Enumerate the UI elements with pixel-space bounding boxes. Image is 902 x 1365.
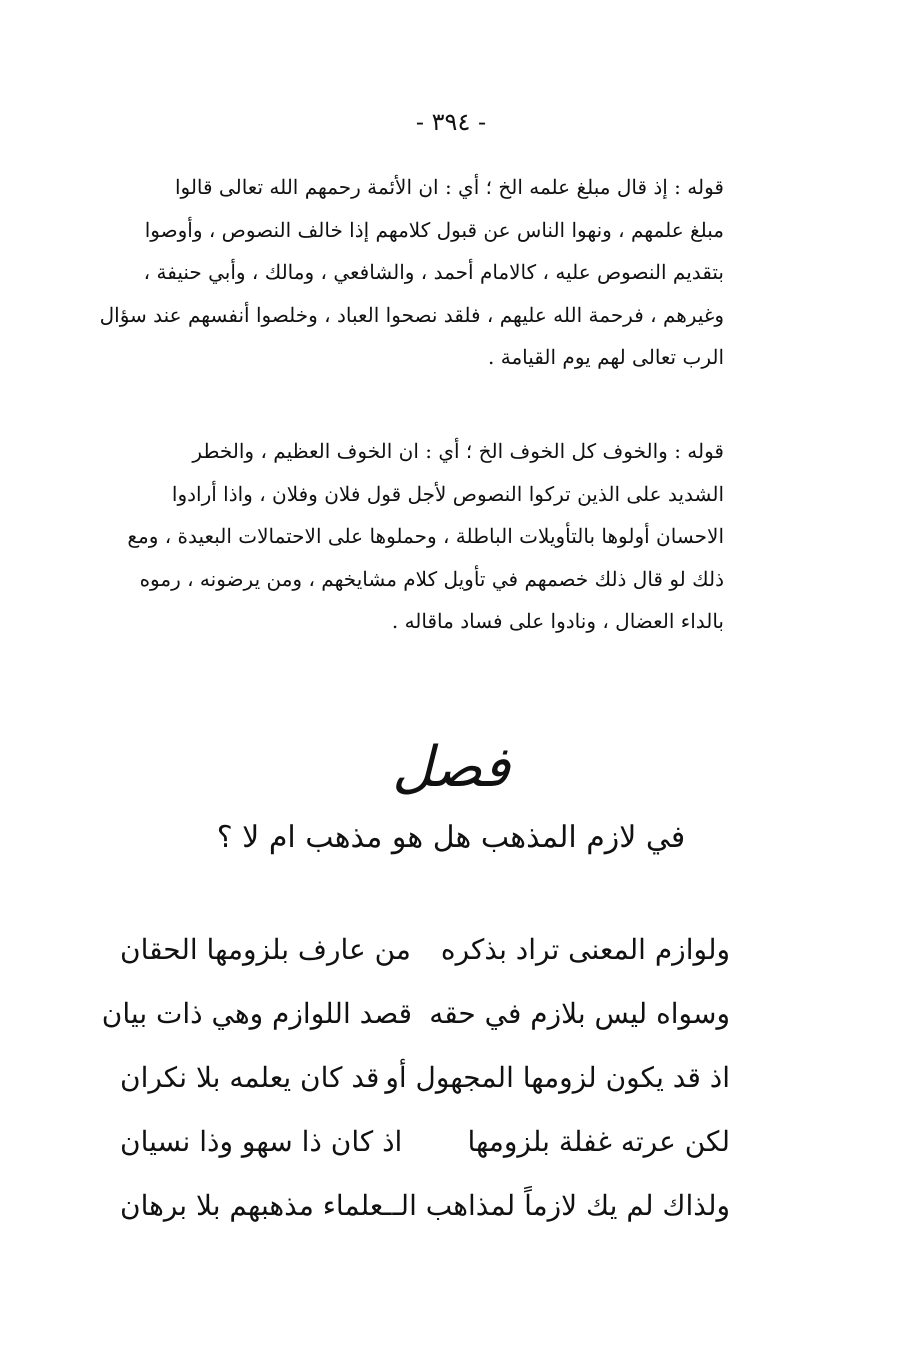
paragraph-line: مبلغ علمهم ، ونهوا الناس عن قبول كلامهم إذا خالف النصوص ، وأوصوا — [144, 217, 724, 242]
paragraph-line: قوله : إذ قال مبلغ علمه الخ ؛ أي : ان الأئمة رحمهم الله تعالى قالوا — [174, 175, 724, 199]
verse-line — [120, 1174, 730, 1238]
verse-second-hemistich: اذ كان ذا سهو وذا نسيان — [120, 1125, 403, 1158]
page-number: - ٣٩٤ - — [415, 108, 487, 136]
verse-line — [120, 1110, 730, 1174]
verse-line — [120, 918, 730, 982]
verse-first-hemistich: ولوازم المعنى تراد بذكره — [440, 933, 730, 966]
verse-second-hemistich: قد كان يعلمه بلا نكران — [120, 1061, 380, 1094]
verse-second-hemistich: قصد اللوازم وهي ذات بيان — [101, 997, 412, 1030]
verse-second-hemistich: من عارف بلزومها الحقان — [120, 933, 411, 966]
paragraph-line: بتقديم النصوص عليه ، كالامام أحمد ، والشافعي ، ومالك ، وأبي حنيفة ، — [143, 260, 724, 284]
verse-line — [101, 982, 730, 1046]
verse-first-hemistich: وسواه ليس بلازم في حقه — [429, 997, 730, 1030]
section-subtitle: في لازم المذهب هل هو مذهب ام لا ؟ — [216, 820, 686, 855]
verse-second-hemistich: ـعلماء مذهبهم بلا برهان — [120, 1189, 392, 1222]
poem-verses — [101, 918, 730, 1238]
paragraph-line: الشديد على الذين تركوا النصوص لأجل قول فلان وفلان ، واذا أرادوا — [171, 481, 724, 506]
paragraph-line: الاحسان أولوها بالتأويلات الباطلة ، وحملوها على الاحتمالات البعيدة ، ومع — [127, 524, 724, 548]
verse-line — [120, 1046, 730, 1110]
verse-first-hemistich: اذ قد يكون لزومها المجهول أو — [385, 1061, 730, 1094]
paragraph-line: بالداء العضال ، ونادوا على فساد ماقاله . — [391, 609, 724, 633]
commentary-paragraph — [99, 166, 724, 379]
verse-first-hemistich: ولذاك لم يك لازماً لمذاهب الـ — [392, 1189, 730, 1222]
paragraph-line: وغيرهم ، فرحمة الله عليهم ، فلقد نصحوا العباد ، وخلصوا أنفسهم عند سؤال — [99, 302, 724, 327]
section-title: فصل — [392, 735, 510, 800]
verse-first-hemistich: لكن عرته غفلة بلزومها — [467, 1125, 730, 1158]
commentary-paragraph — [104, 430, 724, 643]
paragraph-line: ذلك لو قال ذلك خصمهم في تأويل كلام مشايخهم ، ومن يرضونه ، رموه — [139, 566, 724, 591]
paragraph-line: قوله : والخوف كل الخوف الخ ؛ أي : ان الخوف العظيم ، والخطر — [192, 439, 724, 463]
paragraph-line: الرب تعالى لهم يوم القيامة . — [488, 345, 724, 369]
